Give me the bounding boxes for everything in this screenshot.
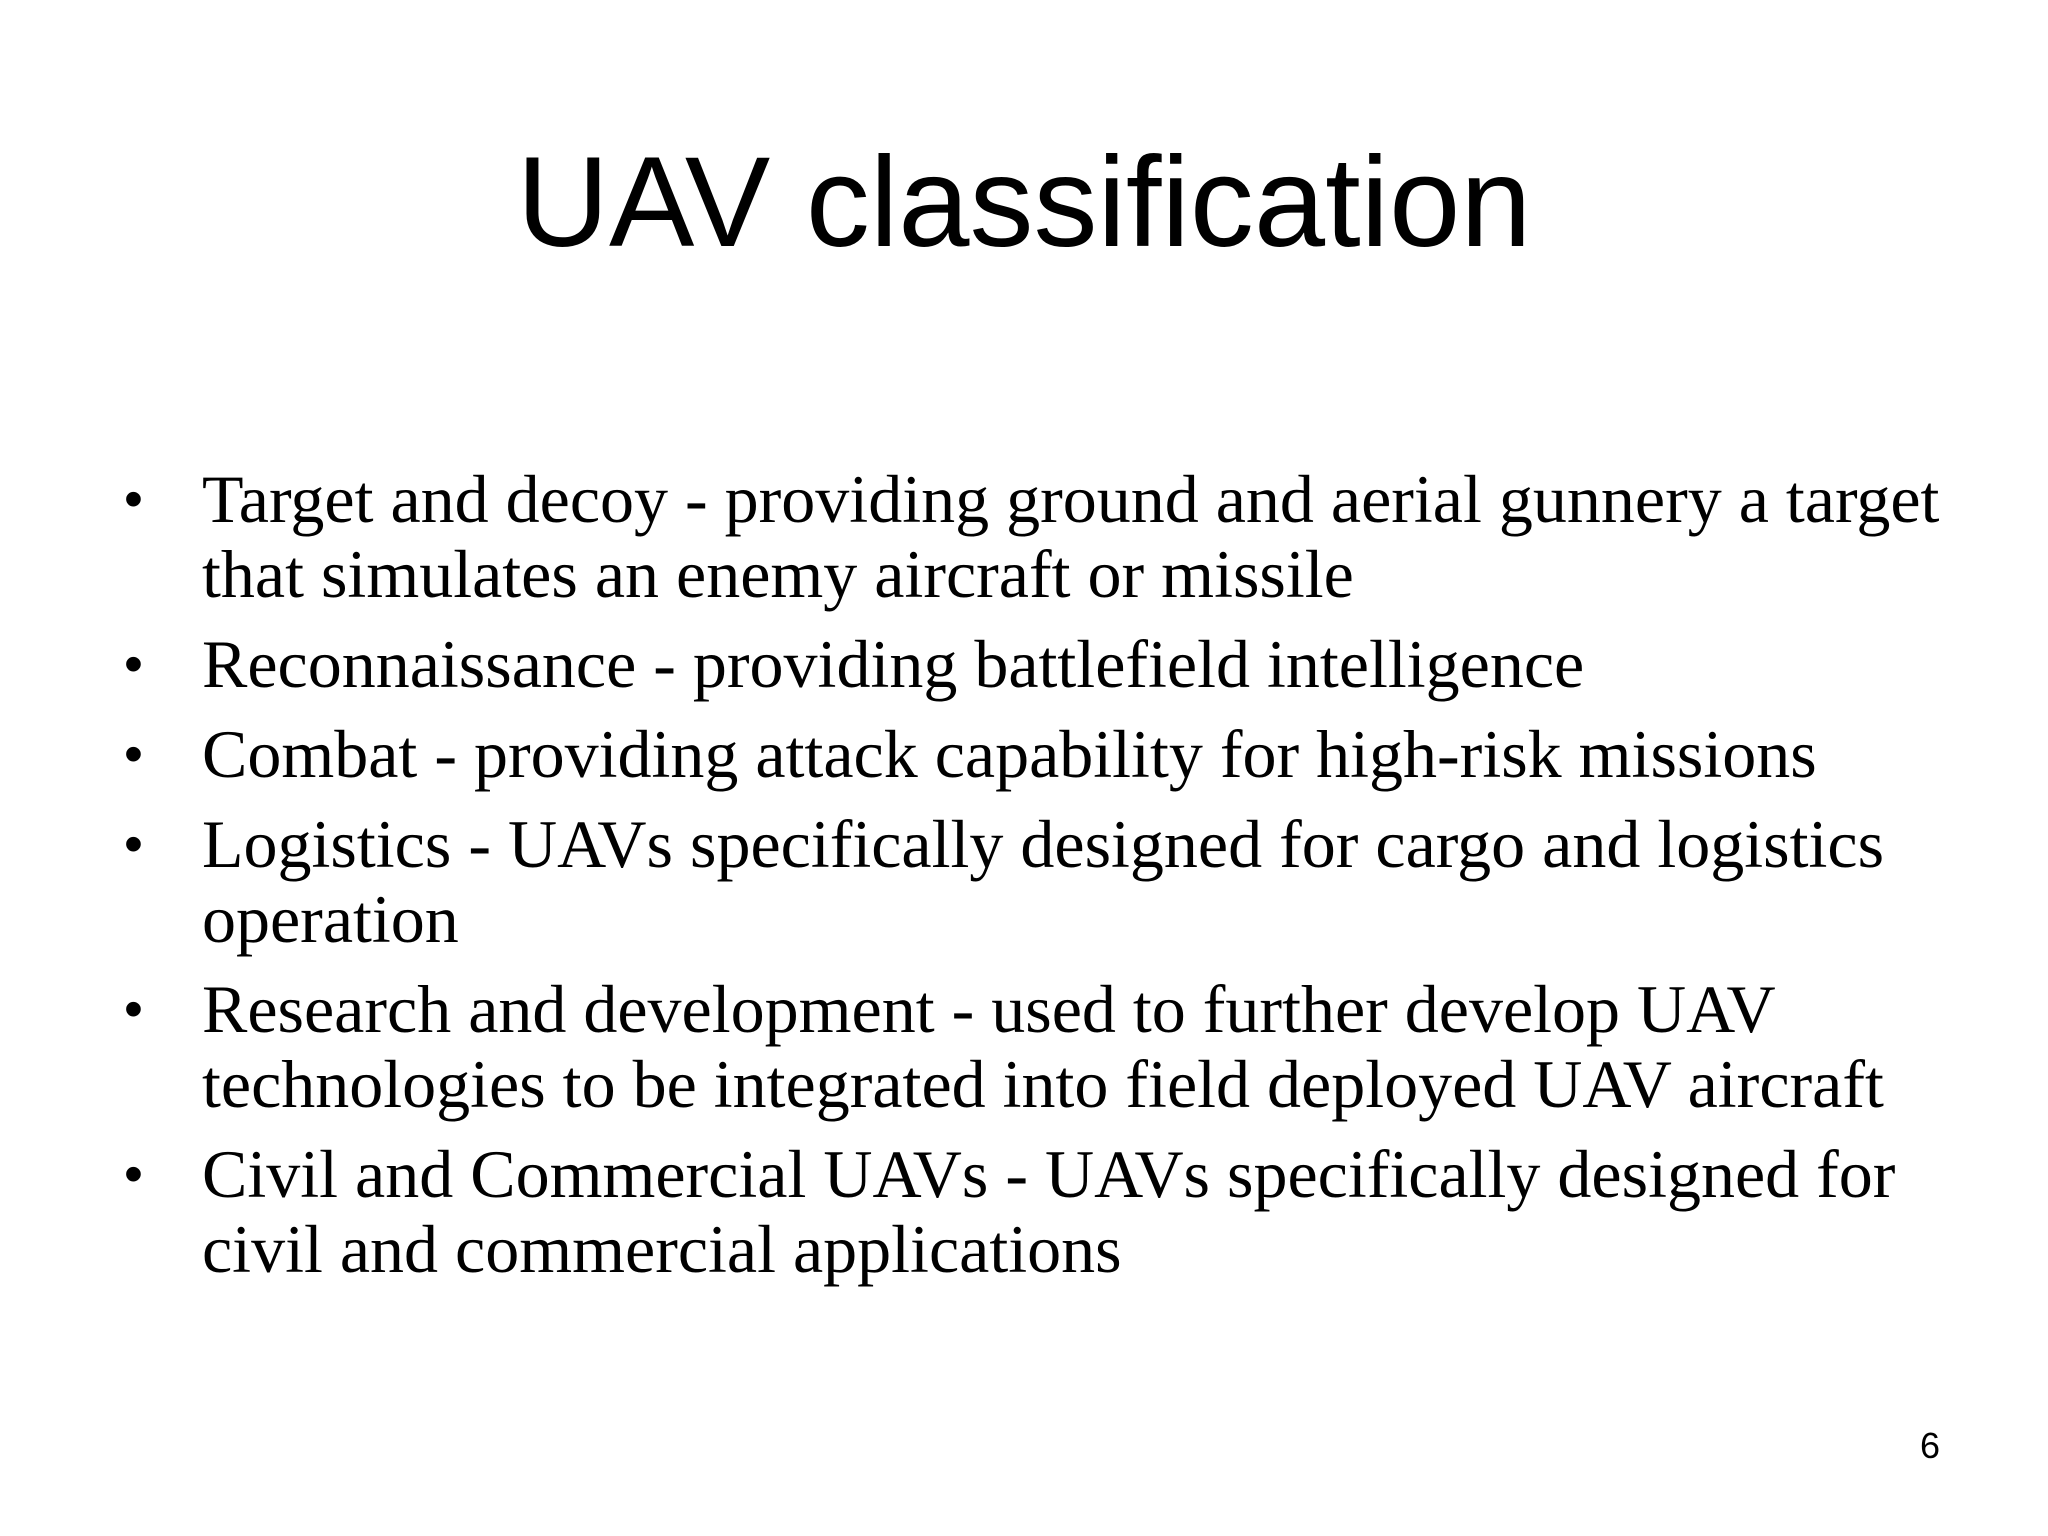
bullet-text: Logistics - UAVs specifically designed for cargo and logistics operation [202, 806, 1885, 957]
bullet-item-reconnaissance [124, 627, 1964, 702]
bullet-text: Combat - providing attack capability for high-risk missions [202, 716, 1817, 792]
bullet-icon: • [124, 724, 143, 784]
bullet-item-logistics [124, 807, 1964, 957]
bullet-text: Research and development - used to further develop UAV technologies to be integrated into field deployed UAV aircraft [202, 971, 1884, 1122]
page-number: 6 [1919, 1425, 1940, 1466]
bullet-text: Civil and Commercial UAVs - UAVs specifically designed for civil and commercial applications [202, 1136, 1896, 1287]
bullet-item-civil-and-commercial [124, 1137, 1964, 1287]
bullet-item-target-and-decoy [124, 462, 1964, 612]
bullet-icon: • [124, 814, 143, 874]
bullet-text: Target and decoy - providing ground and aerial gunnery a target that simulates an enemy aircraft or missile [202, 461, 1940, 612]
bullet-item-research-and-development [124, 972, 1964, 1122]
bullet-icon: • [124, 979, 143, 1039]
bullet-list [124, 462, 1964, 1302]
bullet-icon: • [124, 1144, 143, 1204]
slide-title: UAV classification [516, 131, 1532, 274]
bullet-text: Reconnaissance - providing battlefield intelligence [202, 626, 1585, 702]
bullet-item-combat [124, 717, 1964, 792]
bullet-icon: • [124, 634, 143, 694]
bullet-icon: • [124, 469, 143, 529]
